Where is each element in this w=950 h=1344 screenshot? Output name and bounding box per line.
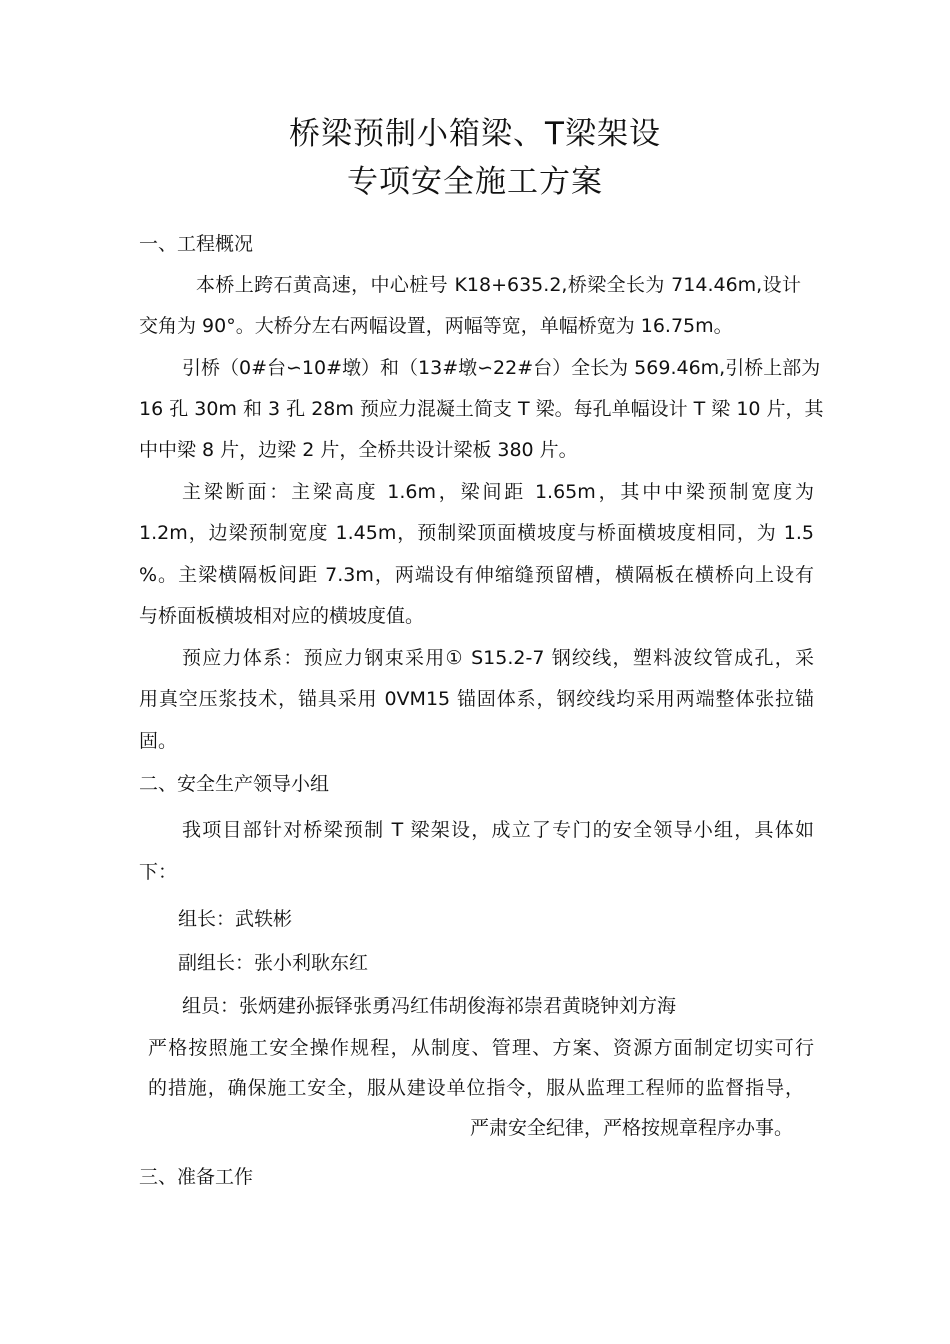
section3-heading: 三、准备工作 — [139, 1166, 254, 1188]
section1-p4-line1: 预应力体系：预应力钢束采用① S15.2-7 钢绞线，塑料波纹管成孔，采 — [182, 647, 814, 669]
members-line: 组员：张炳建孙振铎张勇冯红伟胡俊海祁崇君黄晓钟刘方海 — [182, 995, 677, 1017]
section1-p4-line3: 固。 — [139, 730, 178, 752]
document-title-line1: 桥梁预制小箱梁、T梁架设 — [289, 116, 661, 152]
section1-p4-line2: 用真空压浆技术，锚具采用 0VM15 锚固体系，钢绞线均采用两端整体张拉锚 — [139, 688, 814, 710]
section1-p3-line3: %。主梁横隔板间距 7.3m，两端设有伸缩缝预留槽，横隔板在横桥向上设有 — [139, 564, 814, 586]
notice-line2: 的措施，确保施工安全，服从建设单位指令，服从监理工程师的监督指导， — [148, 1077, 804, 1099]
section1-p1-line1: 本桥上跨石黄高速，中心桩号 K18+635.2,桥梁全长为 714.46m,设计 — [196, 274, 801, 296]
section1-p2-line3: 中中梁 8 片，边梁 2 片，全桥共设计梁板 380 片。 — [139, 439, 578, 461]
section1-p3-line4: 与桥面板横坡相对应的横坡度值。 — [139, 605, 425, 627]
section2-heading: 二、安全生产领导小组 — [139, 773, 330, 795]
section2-intro-line2: 下： — [139, 861, 178, 883]
deputy-leader-line: 副组长：张小利耿东红 — [178, 952, 369, 974]
document-title-line2: 专项安全施工方案 — [347, 164, 603, 200]
section1-p2-line1: 引桥（0#台∽10#墩）和（13#墩∽22#台）全长为 569.46m,引桥上部为 — [182, 357, 821, 379]
section1-heading: 一、工程概况 — [139, 233, 254, 255]
section1-p1-line2: 交角为 90°。大桥分左右两幅设置，两幅等宽，单幅桥宽为 16.75m。 — [139, 315, 733, 337]
section2-intro-line1: 我项目部针对桥梁预制 T 梁架设，成立了专门的安全领导小组，具体如 — [182, 819, 814, 841]
notice-line3: 严肃安全纪律，严格按规章程序办事。 — [470, 1117, 794, 1139]
section1-p2-line2: 16 孔 30m 和 3 孔 28m 预应力混凝土简支 T 梁。每孔单幅设计 T 梁 10 片，其 — [139, 398, 824, 420]
section1-p3-line1: 主梁断面：主梁高度 1.6m，梁间距 1.65m，其中中梁预制宽度为 — [182, 481, 814, 503]
notice-line1: 严格按照施工安全操作规程，从制度、管理、方案、资源方面制定切实可行 — [148, 1037, 814, 1059]
leader-line: 组长：武轶彬 — [178, 908, 293, 930]
section1-p3-line2: 1.2m，边梁预制宽度 1.45m，预制梁顶面横坡度与桥面横坡度相同，为 1.5 — [139, 522, 814, 544]
